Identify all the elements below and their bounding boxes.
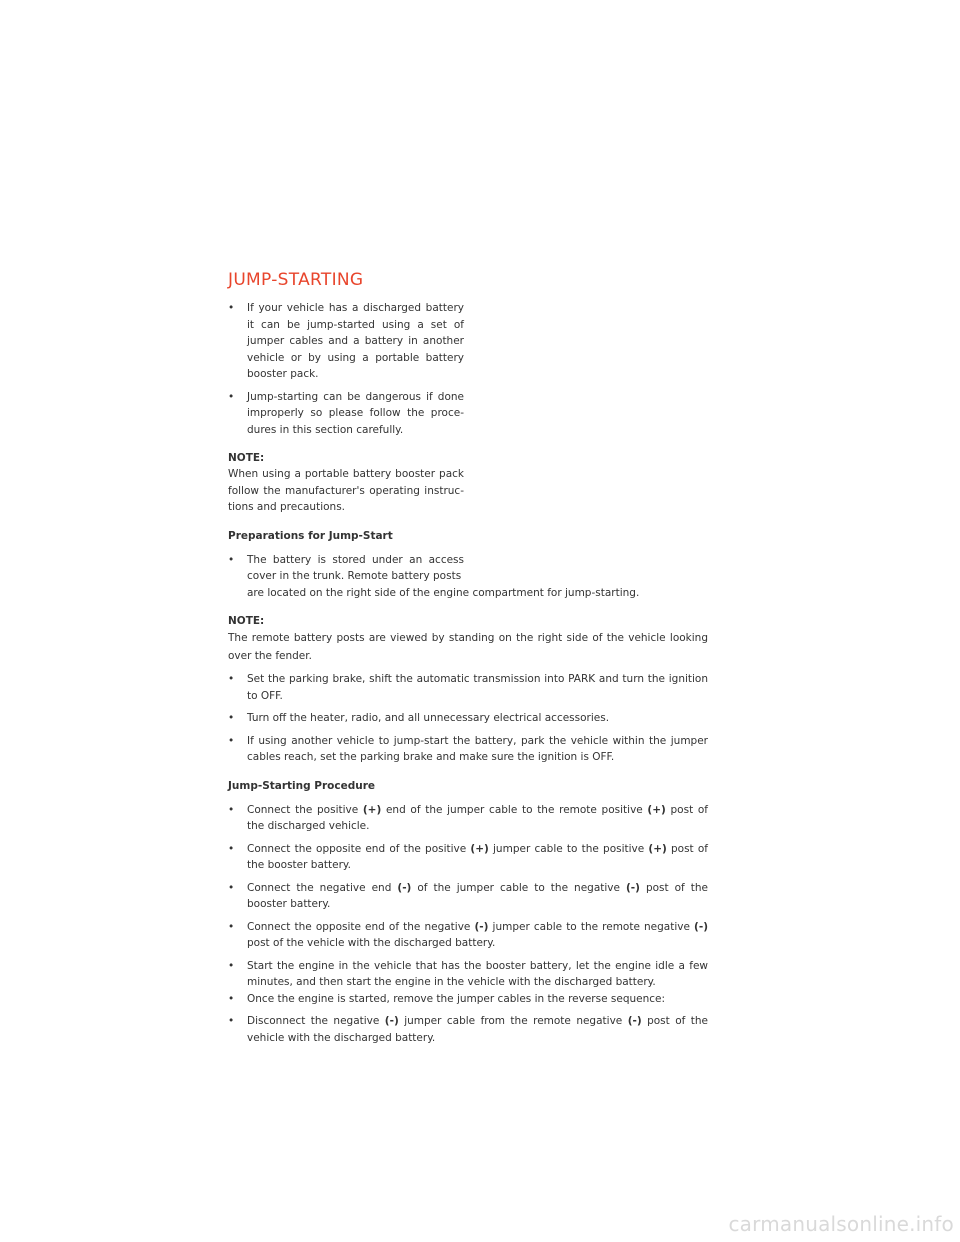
preparations-bullet-line-a: • The battery is stored under an access cover in the trunk. Remote battery posts bbox=[247, 553, 464, 582]
preparations-bullet bbox=[228, 552, 727, 602]
preparations-bullet-line-b: are located on the right side of the engine compartment for jump-starting. bbox=[247, 586, 640, 599]
polarity-marker: (+) bbox=[648, 842, 667, 855]
step-text: of the jumper cable to the negative bbox=[411, 881, 626, 894]
section-title: JUMP-STARTING bbox=[228, 270, 364, 290]
note-label: NOTE: bbox=[228, 452, 265, 464]
step-text: post of the booster battery. bbox=[247, 881, 708, 910]
procedure-step bbox=[228, 880, 708, 913]
full-width-column bbox=[228, 613, 708, 1046]
procedure-step bbox=[228, 1013, 708, 1046]
polarity-marker: (-) bbox=[397, 881, 412, 894]
polarity-marker: (-) bbox=[625, 881, 640, 894]
polarity-marker: (+) bbox=[647, 803, 666, 816]
step-text: post of the booster battery. bbox=[247, 842, 708, 871]
step-text: Connect the negative end bbox=[247, 881, 398, 894]
intro-column bbox=[228, 300, 464, 544]
procedure-step: • Once the engine is started, remove the jumper cables in the reverse sequence: bbox=[228, 991, 708, 1008]
polarity-marker: (-) bbox=[694, 920, 708, 933]
intro-bullet: • If your vehicle has a discharged battery it can be jump-started using a set of jumper cables and a battery in another vehicle or by using a portable battery booster pack. bbox=[228, 300, 464, 383]
intro-bullet: • Jump-starting can be dangerous if done improperly so please follow the proce- dures in this section carefully. bbox=[228, 389, 464, 439]
step-text: Connect the opposite end of the positive bbox=[247, 842, 471, 855]
prep-bullet: • Set the parking brake, shift the automatic transmission into PARK and turn the ignition to OFF. bbox=[228, 671, 708, 704]
note-label: NOTE: bbox=[228, 615, 265, 627]
procedure-step bbox=[228, 841, 708, 874]
step-text: jumper cable to the remote negative bbox=[488, 920, 695, 933]
step-text: end of the jumper cable to the remote positive bbox=[381, 803, 648, 816]
step-text: Disconnect the negative bbox=[247, 1015, 385, 1027]
step-text: post of the vehicle with the discharged battery. bbox=[247, 937, 496, 949]
procedure-step bbox=[228, 802, 708, 835]
prep-bullet: • If using another vehicle to jump-start the battery, park the vehicle within the jumper cables reach, set the parking brake and make sure the ignition is OFF. bbox=[228, 733, 708, 766]
polarity-marker: (-) bbox=[384, 1015, 399, 1027]
procedure-step: • Start the engine in the vehicle that has the booster battery, let the engine idle a few minutes, and then start the engine in the vehicle with the discharged battery. bbox=[228, 958, 708, 991]
note-text: The remote battery posts are viewed by standing on the right side of the vehicle looking over the fender. bbox=[228, 632, 708, 662]
step-text: jumper cable to the positive bbox=[488, 842, 649, 855]
prep-bullet: • Turn off the heater, radio, and all unnecessary electrical accessories. bbox=[228, 710, 708, 727]
watermark-logo[interactable]: carmanualsonline.info bbox=[728, 1212, 954, 1236]
note-text: When using a portable battery booster pack follow the manufacturer's operating instruc- tions and precautions. bbox=[228, 468, 464, 513]
procedure-step bbox=[228, 919, 708, 952]
polarity-marker: (+) bbox=[362, 803, 382, 816]
step-text: Connect the opposite end of the negative bbox=[247, 920, 475, 933]
preparations-heading: Preparations for Jump-Start bbox=[228, 529, 393, 542]
page-content bbox=[228, 270, 708, 1052]
polarity-marker: (-) bbox=[627, 1015, 642, 1027]
polarity-marker: (+) bbox=[470, 842, 489, 855]
step-text: Connect the positive bbox=[247, 803, 363, 816]
procedure-heading: Jump-Starting Procedure bbox=[228, 779, 376, 792]
polarity-marker: (-) bbox=[474, 920, 489, 933]
step-text: post of the vehicle with the discharged battery. bbox=[247, 1015, 708, 1044]
step-text: post of the discharged vehicle. bbox=[247, 803, 708, 832]
step-text: jumper cable from the remote negative bbox=[398, 1015, 628, 1027]
